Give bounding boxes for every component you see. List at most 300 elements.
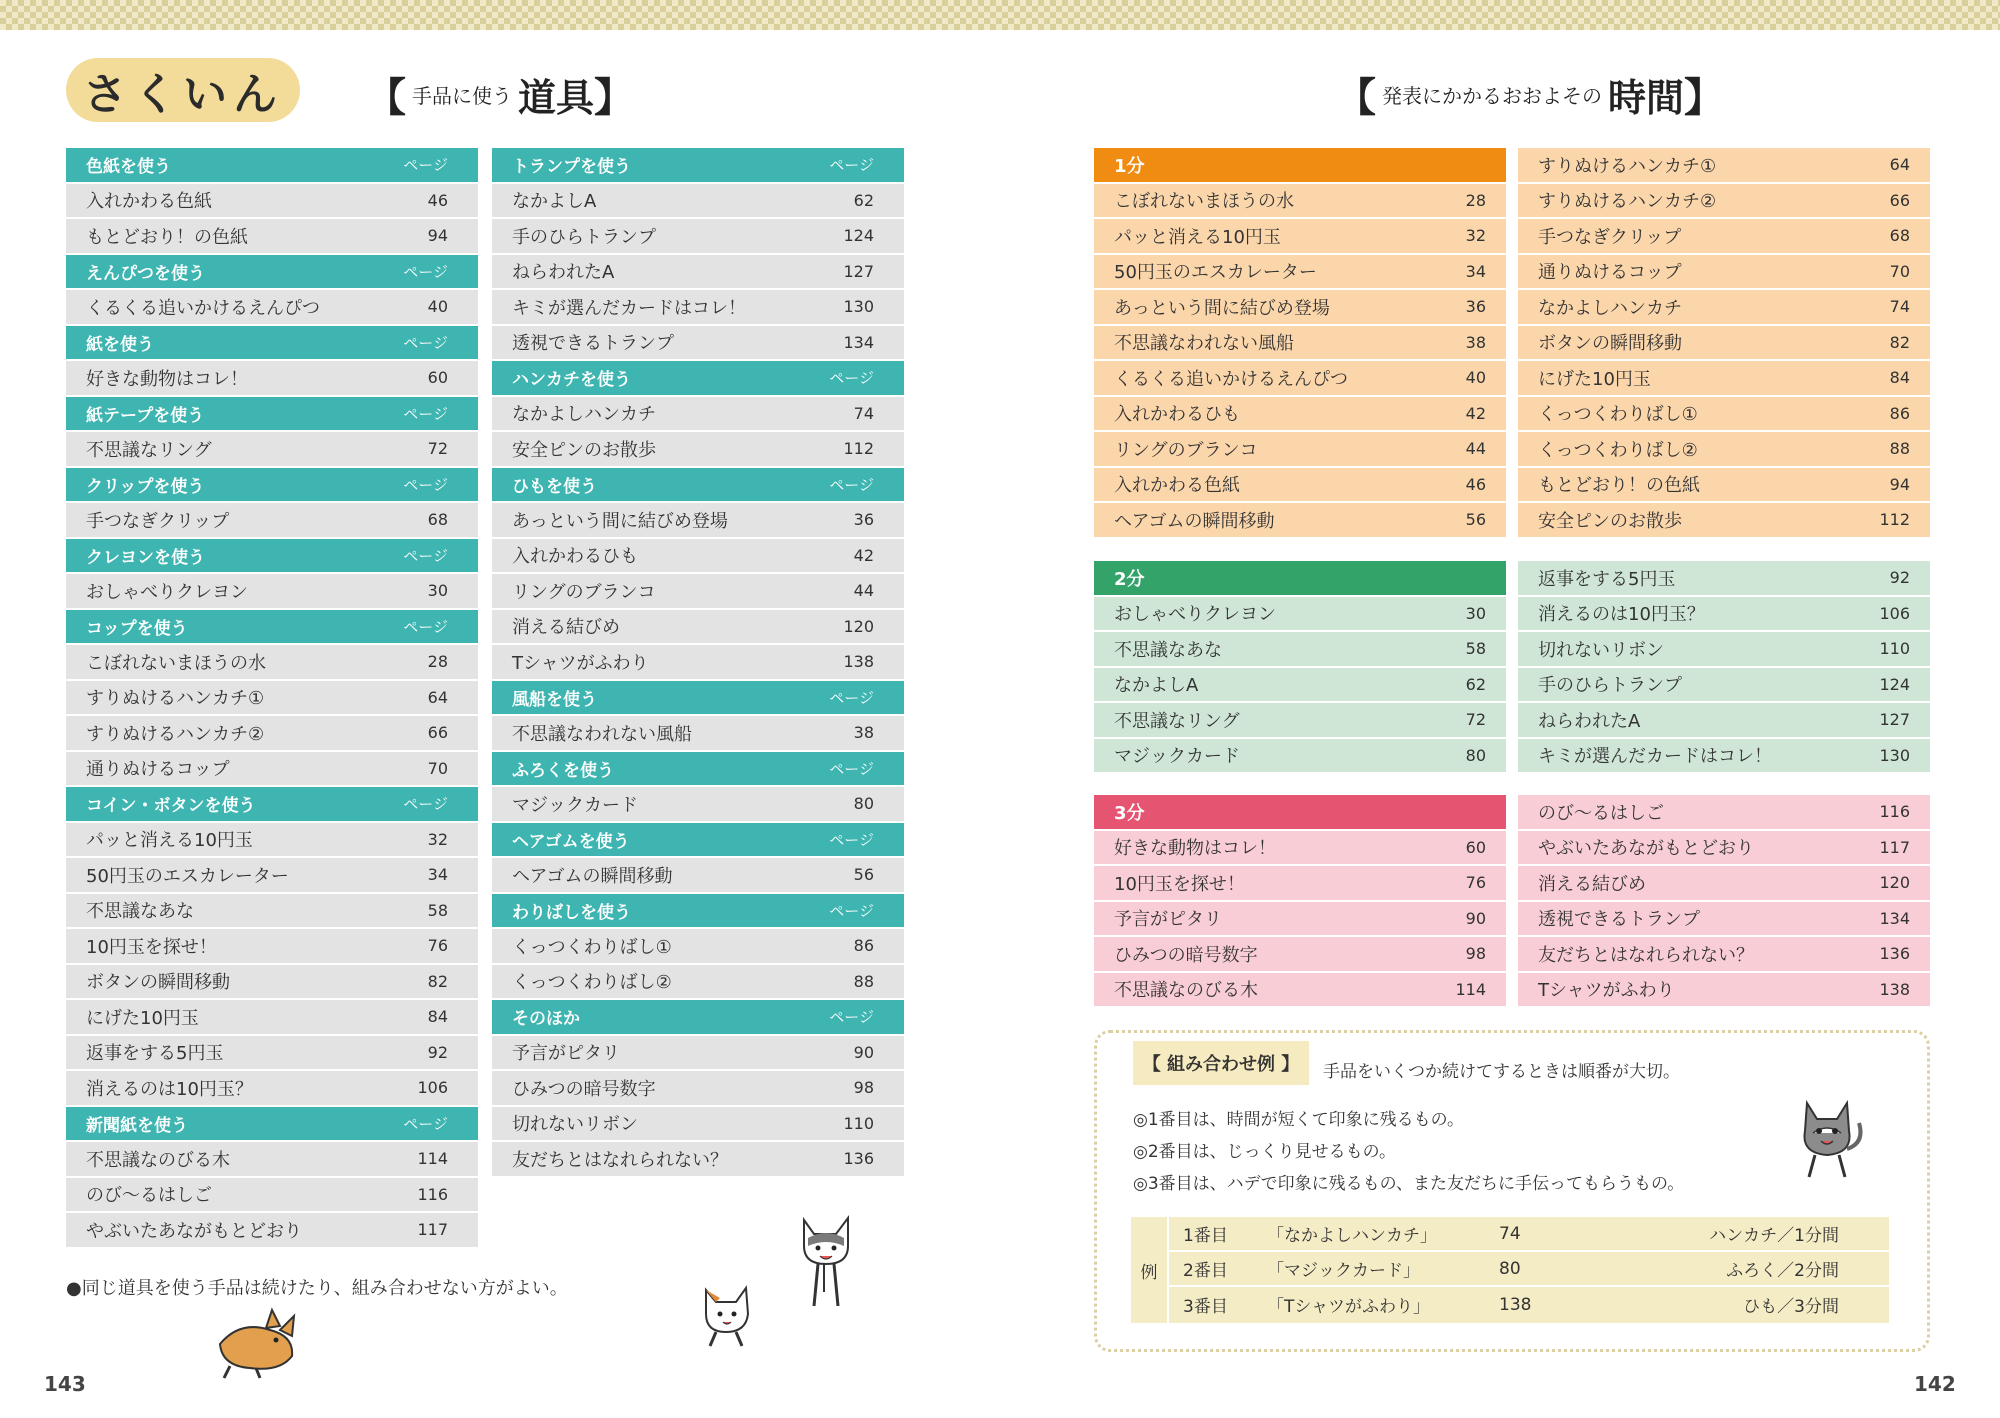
entry-page: 98 [1465,944,1486,964]
time-entry [1094,937,1506,973]
time-entry [1094,184,1506,220]
entry-label: 入れかわる色紙 [1114,475,1240,497]
category-header [492,894,904,930]
entry-label: ヘアゴムの瞬間移動 [1114,510,1275,532]
index-entry [492,858,904,894]
combo-line-1: ◎1番目は、時間が短くて印象に残るもの。 [1133,1110,1464,1130]
index-entry [492,184,904,220]
time-entry [1094,326,1506,362]
time-entry [1094,432,1506,468]
page-number-left: 143 [44,1372,86,1396]
entry-page: 98 [853,1078,874,1098]
entry-label: 手つなぎクリップ [1538,226,1682,248]
entry-page: 88 [853,971,874,991]
entry-label: 返事をする5円玉 [86,1043,224,1065]
time-entry [1518,255,1930,291]
time-entry [1094,739,1506,775]
time-entry [1518,703,1930,739]
entry-page: 46 [427,190,448,210]
bracket-close: 】 [1684,75,1725,121]
entry-label: 入れかわるひも [1114,404,1240,426]
entry-label: キミが選んだカードはコレ！ [1538,746,1772,768]
index-entry [492,1071,904,1107]
entry-label: マジックカード [512,794,638,816]
entry-page: 30 [427,581,448,601]
category-label: ヘアゴムを使う [512,831,630,852]
example-name: 「Tシャツがふわり」 [1267,1297,1431,1317]
entry-page: 28 [1465,190,1486,210]
entry-page: 66 [427,723,448,743]
entry-label: くっつくわりばし① [1538,404,1698,426]
time-entry [1518,326,1930,362]
time-entry [1094,703,1506,739]
time-entry [1094,361,1506,397]
entry-label: にげた10円玉 [1538,368,1651,390]
page-column-label: ページ [829,830,874,849]
bracket-open: 【 [1336,75,1376,121]
index-entry [492,610,904,646]
entry-label: のび～るはしご [1538,802,1664,824]
entry-label: 友だちとはなれられない？ [1538,944,1754,966]
entry-page: 106 [417,1078,448,1098]
time-entry [1518,597,1930,633]
entry-label: やぶいたあながもとどおり [86,1220,302,1242]
time-entry [1518,937,1930,973]
entry-label: 入れかわる色紙 [86,191,212,213]
index-entry [66,716,478,752]
tools-heading-big: 道具 [518,76,595,120]
index-entry [492,574,904,610]
entry-label: なかよしハンカチ [512,404,656,426]
entry-label: あっという間に結びめ登場 [512,510,728,532]
entry-label: ねらわれたA [1538,710,1641,732]
entry-page: 56 [853,865,874,885]
time-entry [1518,361,1930,397]
example-order: 2番目 [1183,1261,1228,1281]
entry-label: 50円玉のエスカレーター [1114,262,1317,284]
bracket-open: 【 [366,75,406,121]
entry-label: 予言がピタリ [1114,909,1222,931]
time-entry [1094,831,1506,867]
entry-label: 通りぬけるコップ [1538,262,1682,284]
time-entry [1518,290,1930,326]
index-entry [492,787,904,823]
entry-page: 114 [417,1149,448,1169]
entry-page: 66 [1889,190,1910,210]
index-entry [492,326,904,362]
category-label: トランプを使う [512,157,631,178]
entry-page: 80 [1465,745,1486,765]
index-entry [66,1178,478,1214]
entry-label: くるくる追いかけるえんぴつ [86,297,320,319]
entry-page: 82 [1889,332,1910,352]
entry-label: ねらわれたA [512,262,615,284]
entry-label: 安全ピンのお散歩 [512,439,656,461]
example-detail: ふろく／2分間 [1726,1261,1839,1281]
time-entry [1518,668,1930,704]
entry-page: 60 [1465,837,1486,857]
time-entry [1518,831,1930,867]
time-entry [1518,503,1930,539]
entry-page: 76 [1465,873,1486,893]
entry-label: ヘアゴムの瞬間移動 [512,865,673,887]
time-label-bar [1094,795,1506,831]
index-entry [492,1036,904,1072]
example-name: 「なかよしハンカチ」 [1267,1226,1437,1246]
page-column-label: ページ [829,156,874,175]
category-label: 新聞紙を使う [86,1115,188,1136]
decorative-top-band [0,0,2000,30]
time-entry [1094,290,1506,326]
entry-page: 138 [1879,979,1910,999]
entry-page: 138 [843,652,874,672]
entry-label: くっつくわりばし① [512,936,672,958]
entry-label: すりぬけるハンカチ① [86,688,265,710]
entry-page: 30 [1465,603,1486,623]
time-entry [1518,973,1930,1009]
entry-label: 通りぬけるコップ [86,759,230,781]
page-column-label: ページ [829,1008,874,1027]
entry-page: 117 [417,1220,448,1240]
entry-label: あっという間に結びめ登場 [1114,297,1330,319]
entry-label: 不思議なのびる木 [86,1149,230,1171]
time-entry [1094,255,1506,291]
entry-page: 84 [1889,368,1910,388]
index-entry [66,1213,478,1249]
entry-page: 134 [1879,908,1910,928]
entry-page: 58 [427,900,448,920]
entry-page: 40 [1465,368,1486,388]
time-label: 3分 [1114,802,1145,824]
entry-label: パッと消える10円玉 [86,830,253,852]
entry-page: 82 [427,971,448,991]
entry-page: 86 [1889,403,1910,423]
index-entry [66,1142,478,1178]
time-3min-left [1094,795,1506,1008]
category-header [492,148,904,184]
example-label: 例 [1131,1217,1169,1323]
example-rows [1169,1217,1889,1323]
example-row [1169,1287,1889,1322]
entry-label: もとどおり！の色紙 [86,226,248,248]
time-2min-right [1518,561,1930,774]
entry-page: 64 [427,687,448,707]
entry-label: パッと消える10円玉 [1114,226,1281,248]
index-entry [66,645,478,681]
time-label-bar [1094,148,1506,184]
entry-label: Tシャツがふわり [512,652,649,674]
entry-page: 56 [1465,510,1486,530]
entry-label: おしゃべりクレヨン [1114,604,1276,626]
index-entry [66,432,478,468]
category-header [66,468,478,504]
category-header [66,255,478,291]
entry-label: なかよしA [512,191,597,213]
entry-label: すりぬけるハンカチ② [1538,191,1717,213]
entry-label: 不思議なのびる木 [1114,980,1258,1002]
time-entry [1094,973,1506,1009]
index-entry [66,1036,478,1072]
entry-label: 手のひらトランプ [512,226,656,248]
entry-label: 消えるのは10円玉？ [1538,604,1705,626]
entry-label: くるくる追いかけるえんぴつ [1114,368,1348,390]
entry-label: もとどおり！の色紙 [1538,475,1700,497]
category-label: クレヨンを使う [86,547,205,568]
time-entry [1094,668,1506,704]
entry-label: おしゃべりクレヨン [86,581,248,603]
index-entry [66,752,478,788]
category-header [492,468,904,504]
entry-label: 透視できるトランプ [512,333,674,355]
page-column-label: ページ [403,475,448,494]
entry-label: 安全ピンのお散歩 [1538,510,1682,532]
category-header [492,823,904,859]
entry-label: 友だちとはなれられない？ [512,1149,728,1171]
time-entry [1518,184,1930,220]
category-label: コイン・ボタンを使う [86,796,256,817]
entry-page: 127 [843,261,874,281]
entry-label: 不思議なわれない風船 [1114,333,1294,355]
entry-page: 46 [1465,474,1486,494]
index-entry [66,965,478,1001]
entry-page: 120 [843,616,874,636]
entry-page: 38 [1465,332,1486,352]
example-order: 3番目 [1183,1297,1228,1317]
example-page: 80 [1499,1258,1521,1279]
entry-page: 72 [427,439,448,459]
example-page: 138 [1499,1294,1532,1315]
index-entry [492,503,904,539]
entry-page: 112 [1879,510,1910,530]
time-entry [1094,902,1506,938]
entry-label: 入れかわるひも [512,546,638,568]
entry-page: 136 [1879,944,1910,964]
entry-label: 返事をする5円玉 [1538,568,1676,590]
index-entry [492,716,904,752]
index-entry [492,432,904,468]
entry-page: 92 [427,1042,448,1062]
entry-page: 44 [1465,439,1486,459]
entry-page: 36 [1465,297,1486,317]
page-column-label: ページ [829,688,874,707]
index-entry [492,290,904,326]
cat-illustration [1787,1093,1867,1183]
tools-heading [366,66,634,123]
entry-page: 88 [1889,439,1910,459]
category-header [66,539,478,575]
index-entry [66,219,478,255]
time-entry [1518,632,1930,668]
entry-page: 28 [427,652,448,672]
example-detail: ひも／3分間 [1743,1297,1839,1317]
entry-page: 90 [853,1042,874,1062]
entry-page: 124 [843,226,874,246]
entry-label: リングのブランコ [512,581,656,603]
entry-label: ボタンの瞬間移動 [86,972,230,994]
combination-example-box [1094,1030,1930,1352]
entry-page: 124 [1879,674,1910,694]
entry-page: 130 [843,297,874,317]
entry-page: 74 [853,403,874,423]
time-entry [1518,397,1930,433]
entry-page: 68 [1889,226,1910,246]
entry-label: くっつくわりばし② [512,972,672,994]
entry-page: 116 [417,1184,448,1204]
time-entry [1094,503,1506,539]
cat-illustration [790,1212,866,1312]
category-label: ひもを使う [512,476,597,497]
entry-label: 切れないリボン [512,1114,638,1136]
page-column-label: ページ [403,795,448,814]
entry-page: 62 [1465,674,1486,694]
entry-page: 90 [1465,908,1486,928]
entry-label: にげた10円玉 [86,1007,199,1029]
entry-label: 10円玉を探せ！ [86,936,217,958]
category-label: 紙テープを使う [86,405,205,426]
entry-label: すりぬけるハンカチ① [1538,155,1717,177]
tools-heading-small: 手品に使う [412,84,512,108]
category-header [492,681,904,717]
category-header [66,610,478,646]
entry-page: 76 [427,936,448,956]
entry-label: 不思議なあな [1114,639,1222,661]
entry-label: こぼれないまほうの水 [86,652,266,674]
bracket-close: 】 [594,75,635,121]
entry-page: 106 [1879,603,1910,623]
category-label: クリップを使う [86,476,205,497]
time-heading [1336,66,1724,123]
index-entry [492,965,904,1001]
time-entry [1518,902,1930,938]
time-entry [1518,219,1930,255]
index-entry [66,361,478,397]
entry-label: 50円玉のエスカレーター [86,865,289,887]
time-entry [1518,795,1930,831]
entry-label: のび～るはしご [86,1185,212,1207]
index-entry [66,1071,478,1107]
entry-label: 不思議なリング [1114,710,1240,732]
page-column-label: ページ [403,262,448,281]
entry-page: 110 [843,1113,874,1133]
entry-page: 70 [427,758,448,778]
entry-label: 不思議なあな [86,901,194,923]
example-page: 74 [1499,1223,1521,1244]
entry-page: 74 [1889,297,1910,317]
page-column-label: ページ [403,333,448,352]
combo-line-3: ◎3番目は、ハデで印象に残るもの、また友だちに手伝ってもらうもの。 [1133,1174,1685,1194]
category-label: 色紙を使う [86,157,171,178]
entry-page: 120 [1879,873,1910,893]
index-entry [66,1000,478,1036]
example-name: 「マジックカード」 [1267,1261,1420,1281]
entry-page: 42 [1465,403,1486,423]
entry-page: 32 [427,829,448,849]
page-number-right: 142 [1914,1372,1956,1396]
time-entry [1094,397,1506,433]
tools-list-col2 [492,148,904,1178]
time-entry [1518,148,1930,184]
time-entry [1094,468,1506,504]
entry-label: 手のひらトランプ [1538,675,1682,697]
index-entry [492,219,904,255]
time-label: 1分 [1114,155,1145,177]
combo-tag: 【 組み合わせ例 】 [1133,1041,1309,1085]
category-label: わりばしを使う [512,902,631,923]
category-header [66,397,478,433]
entry-page: 68 [427,510,448,530]
entry-page: 80 [853,794,874,814]
time-heading-small: 発表にかかるおおよその [1382,84,1602,108]
index-entry [492,255,904,291]
category-label: えんぴつを使う [86,263,205,284]
index-entry [66,574,478,610]
entry-label: 切れないリボン [1538,639,1664,661]
time-entry [1094,219,1506,255]
example-order: 1番目 [1183,1226,1228,1246]
entry-label: 消えるのは10円玉？ [86,1078,253,1100]
example-row [1169,1217,1889,1252]
index-entry [66,503,478,539]
category-header [492,361,904,397]
entry-page: 94 [1889,474,1910,494]
entry-label: 予言がピタリ [512,1043,620,1065]
page-column-label: ページ [829,369,874,388]
entry-label: 不思議なリング [86,439,212,461]
page-column-label: ページ [829,475,874,494]
example-detail: ハンカチ／1分間 [1709,1226,1839,1246]
entry-page: 34 [1465,261,1486,281]
category-header [66,787,478,823]
page-column-label: ページ [403,617,448,636]
entry-label: こぼれないまほうの水 [1114,191,1294,213]
page-column-label: ページ [403,546,448,565]
entry-label: なかよしA [1114,675,1199,697]
time-entry [1094,597,1506,633]
category-label: 紙を使う [86,334,154,355]
entry-label: マジックカード [1114,746,1240,768]
entry-page: 44 [853,581,874,601]
entry-page: 32 [1465,226,1486,246]
index-entry [492,1142,904,1178]
entry-page: 116 [1879,802,1910,822]
entry-label: 不思議なわれない風船 [512,723,692,745]
entry-label: 手つなぎクリップ [86,510,230,532]
entry-label: すりぬけるハンカチ② [86,723,265,745]
entry-label: 好きな動物はコレ！ [86,368,248,390]
cat-illustration [690,1270,770,1350]
entry-label: やぶいたあながもとどおり [1538,838,1754,860]
entry-label: くっつくわりばし② [1538,439,1698,461]
index-entry [66,823,478,859]
entry-label: 消える結びめ [1538,873,1646,895]
category-header [492,752,904,788]
example-table [1131,1217,1889,1323]
entry-label: なかよしハンカチ [1538,297,1682,319]
index-entry [492,929,904,965]
time-entry [1518,468,1930,504]
footnote: ●同じ道具を使う手品は続けたり、組み合わせない方がよい。 [66,1278,568,1299]
entry-page: 136 [843,1149,874,1169]
time-label: 2分 [1114,568,1145,590]
entry-page: 110 [1879,639,1910,659]
page-column-label: ページ [403,404,448,423]
time-entry [1518,739,1930,775]
entry-label: 10円玉を探せ！ [1114,873,1245,895]
category-header [492,1000,904,1036]
page-title: さくいん [66,58,300,122]
index-entry [492,397,904,433]
time-3min-right [1518,795,1930,1008]
